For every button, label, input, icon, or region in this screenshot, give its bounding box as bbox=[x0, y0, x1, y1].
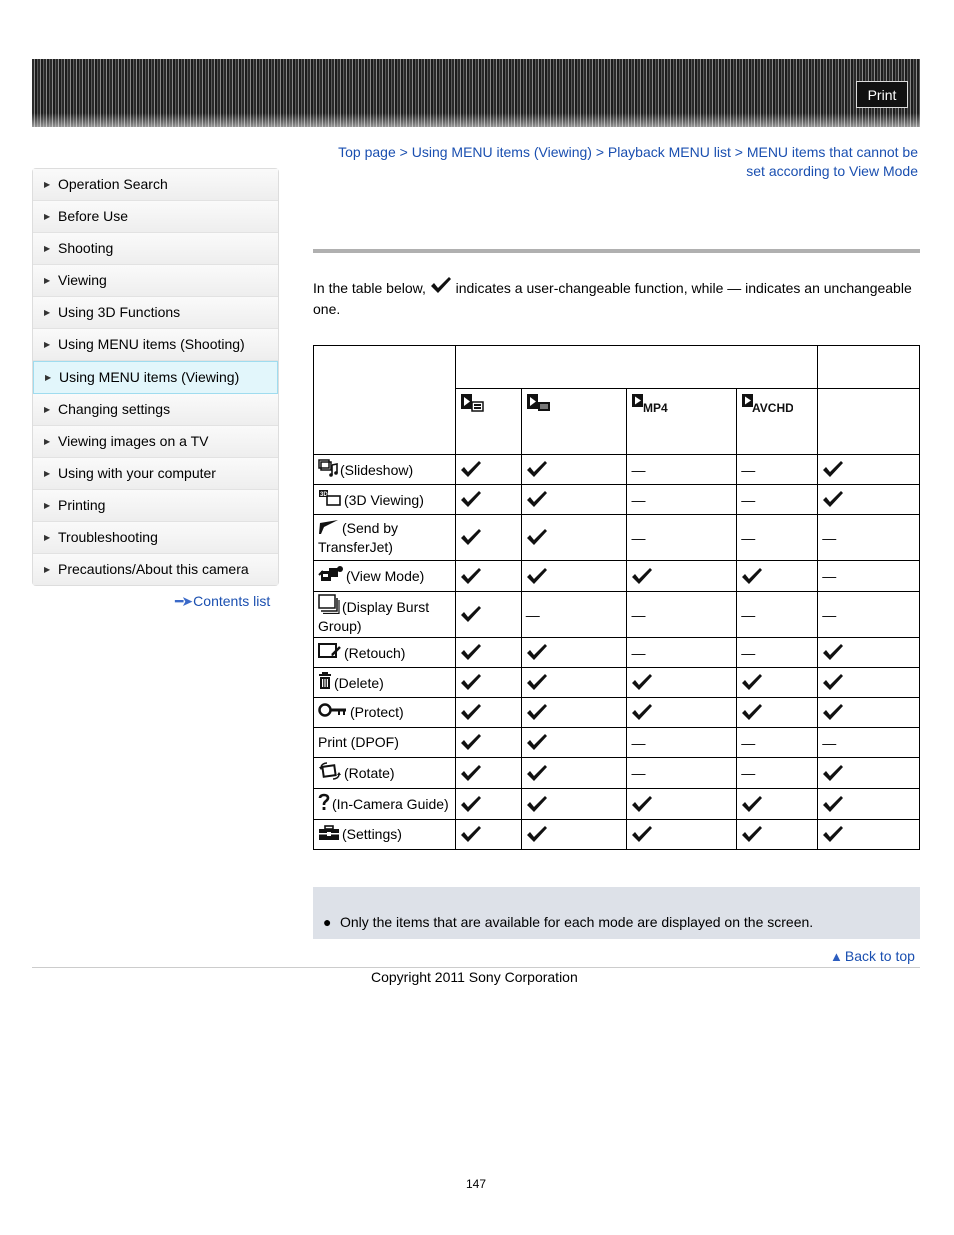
dash-mark: — bbox=[741, 529, 756, 546]
contents-list-label: Contents list bbox=[193, 593, 271, 609]
sidebar-item-label: Shooting bbox=[58, 240, 114, 256]
check-icon bbox=[631, 795, 736, 814]
dash-mark: — bbox=[741, 734, 756, 751]
table-row-label: (Retouch) bbox=[344, 644, 406, 661]
table-cell-check bbox=[521, 668, 627, 698]
breadcrumb-separator: > bbox=[591, 144, 608, 160]
table-cell-check bbox=[521, 561, 627, 592]
check-icon bbox=[741, 795, 817, 814]
sidebar-item-changing-settings[interactable] bbox=[33, 394, 278, 426]
triangle-right-icon: ▶ bbox=[44, 308, 51, 317]
table-cell-check bbox=[818, 638, 920, 668]
arrow-right-icon: ━➤ bbox=[175, 593, 192, 609]
table-cell-check bbox=[818, 820, 920, 850]
table-row-label-cell bbox=[314, 668, 456, 698]
sidebar-item-label: Using MENU items (Shooting) bbox=[58, 336, 245, 352]
triangle-right-icon: ▶ bbox=[45, 373, 52, 382]
check-icon bbox=[822, 795, 919, 814]
breadcrumb-current-page[interactable]: MENU items that cannot be set according to View Mode bbox=[746, 144, 918, 179]
check-icon bbox=[822, 673, 919, 692]
check-icon bbox=[631, 703, 736, 722]
check-icon bbox=[526, 528, 627, 547]
note-text: Only the items that are available for each mode are displayed on the screen. bbox=[340, 914, 814, 930]
view-mode-table bbox=[313, 345, 920, 850]
table-row-label-cell bbox=[314, 485, 456, 515]
table-row-label-cell bbox=[314, 561, 456, 592]
mp4-view-icon bbox=[631, 400, 671, 416]
table-cell-dash bbox=[818, 592, 920, 638]
dash-mark: — bbox=[741, 606, 756, 623]
table-row-label: Print (DPOF) bbox=[318, 734, 399, 750]
sidebar-item-label: Using MENU items (Viewing) bbox=[59, 369, 240, 385]
intro-text-part2: indicates a user-changeable function, while — indicates an unchangeable one. bbox=[313, 280, 912, 317]
table-cell-dash bbox=[627, 485, 737, 515]
table-cell-dash bbox=[521, 592, 627, 638]
table-row bbox=[314, 789, 920, 820]
svg-text:3D: 3D bbox=[320, 491, 328, 498]
note-box bbox=[313, 887, 920, 939]
table-cell-dash bbox=[737, 592, 818, 638]
table-cell-dash bbox=[818, 515, 920, 561]
table-header-mp4 bbox=[627, 389, 737, 455]
table-row-label: (3D Viewing) bbox=[344, 491, 424, 508]
check-icon bbox=[822, 764, 919, 783]
check-icon bbox=[526, 764, 627, 783]
table-row-label-cell bbox=[314, 455, 456, 485]
table-cell-check bbox=[818, 698, 920, 728]
table-cell-check bbox=[455, 789, 521, 820]
table-cell-dash bbox=[737, 485, 818, 515]
sidebar-item-viewing-on-tv[interactable] bbox=[33, 426, 278, 458]
table-row-label: (Protect) bbox=[350, 703, 404, 720]
sidebar-item-shooting[interactable] bbox=[33, 233, 278, 265]
table-cell-check bbox=[627, 561, 737, 592]
table-cell-check bbox=[818, 758, 920, 789]
table-row-label-cell bbox=[314, 789, 456, 820]
table-cell-dash bbox=[627, 728, 737, 758]
table-cell-check bbox=[818, 485, 920, 515]
table-row-label: (Settings) bbox=[342, 825, 402, 842]
dash-mark: — bbox=[741, 491, 756, 508]
question-icon bbox=[318, 793, 330, 815]
retouch-icon bbox=[318, 642, 342, 664]
table-cell-check bbox=[455, 638, 521, 668]
dash-mark: — bbox=[631, 491, 646, 508]
check-icon bbox=[526, 703, 627, 722]
check-icon bbox=[822, 825, 919, 844]
table-cell-check bbox=[455, 698, 521, 728]
sidebar-item-label: Before Use bbox=[58, 208, 129, 224]
check-icon bbox=[526, 795, 627, 814]
table-cell-dash bbox=[627, 515, 737, 561]
sidebar-nav bbox=[32, 168, 279, 586]
sidebar-item-label: Viewing images on a TV bbox=[58, 433, 209, 449]
table-row bbox=[314, 561, 920, 592]
check-icon bbox=[460, 673, 521, 692]
table-row-label-cell bbox=[314, 728, 456, 758]
check-icon bbox=[430, 276, 452, 300]
table-cell-check bbox=[627, 820, 737, 850]
check-icon bbox=[822, 643, 919, 662]
check-icon bbox=[526, 673, 627, 692]
sidebar-item-label: Troubleshooting bbox=[58, 529, 158, 545]
check-icon bbox=[460, 567, 521, 586]
table-cell-check bbox=[455, 758, 521, 789]
table-row-label-cell bbox=[314, 515, 456, 561]
table-cell-check bbox=[455, 592, 521, 638]
table-cell-check bbox=[455, 515, 521, 561]
dash-mark: — bbox=[741, 644, 756, 661]
transferjet-icon bbox=[318, 519, 340, 539]
table-cell-dash bbox=[737, 515, 818, 561]
table-header-still-date bbox=[455, 389, 521, 455]
dash-mark: — bbox=[822, 734, 837, 751]
check-icon bbox=[741, 673, 817, 692]
sidebar-item-3d-functions[interactable] bbox=[33, 297, 278, 329]
triangle-right-icon: ▶ bbox=[44, 565, 51, 574]
table-row-label: (Slideshow) bbox=[340, 461, 414, 478]
table-cell-check bbox=[455, 485, 521, 515]
breadcrumb-playback-menu[interactable]: Playback MENU list bbox=[607, 144, 731, 160]
check-icon bbox=[526, 460, 627, 479]
table-row bbox=[314, 758, 920, 789]
table-cell-check bbox=[521, 638, 627, 668]
sidebar-item-viewing[interactable] bbox=[33, 265, 278, 297]
table-cell-check bbox=[521, 485, 627, 515]
table-cell-dash bbox=[818, 728, 920, 758]
table-cell-dash bbox=[818, 561, 920, 592]
check-icon bbox=[741, 567, 817, 586]
check-icon bbox=[526, 825, 627, 844]
table-row bbox=[314, 698, 920, 728]
table-row bbox=[314, 728, 920, 758]
3d-viewing-icon bbox=[318, 489, 342, 511]
dash-mark: — bbox=[741, 765, 756, 781]
table-cell-dash bbox=[737, 455, 818, 485]
protect-key-icon bbox=[318, 703, 348, 723]
back-to-top-label: Back to top bbox=[844, 948, 915, 964]
table-cell-dash bbox=[627, 758, 737, 789]
triangle-right-icon: ▶ bbox=[44, 340, 51, 349]
check-icon bbox=[460, 643, 521, 662]
dash-mark: — bbox=[631, 644, 646, 661]
table-row-label: (Send by TransferJet) bbox=[318, 520, 399, 555]
table-row-label-cell bbox=[314, 592, 456, 638]
check-icon bbox=[822, 703, 919, 722]
table-cell-dash bbox=[627, 638, 737, 668]
table-cell-check bbox=[737, 668, 818, 698]
triangle-up-icon: ▲ bbox=[830, 949, 843, 964]
table-cell-check bbox=[521, 455, 627, 485]
page-number: 147 bbox=[466, 1177, 487, 1191]
title-rule bbox=[313, 249, 920, 253]
table-row-label-cell bbox=[314, 758, 456, 789]
sidebar-item-computer[interactable] bbox=[33, 458, 278, 490]
table-cell-check bbox=[627, 789, 737, 820]
table-row bbox=[314, 668, 920, 698]
table-row-label: (Delete) bbox=[334, 674, 384, 691]
sidebar-item-label: Printing bbox=[58, 497, 106, 513]
still-date-view-icon bbox=[460, 400, 486, 416]
check-icon bbox=[460, 605, 521, 624]
table-cell-check bbox=[818, 455, 920, 485]
table-cell-check bbox=[737, 698, 818, 728]
table-cell-check bbox=[818, 668, 920, 698]
check-icon bbox=[460, 528, 521, 547]
table-cell-check bbox=[521, 820, 627, 850]
table-row bbox=[314, 592, 920, 638]
table-cell-check bbox=[455, 455, 521, 485]
check-icon bbox=[460, 460, 521, 479]
delete-icon bbox=[318, 672, 332, 694]
triangle-right-icon: ▶ bbox=[44, 405, 51, 414]
table-cell-check bbox=[455, 668, 521, 698]
triangle-right-icon: ▶ bbox=[44, 244, 51, 253]
triangle-right-icon: ▶ bbox=[44, 276, 51, 285]
table-cell-check bbox=[455, 820, 521, 850]
triangle-right-icon: ▶ bbox=[44, 469, 51, 478]
triangle-right-icon: ▶ bbox=[44, 437, 51, 446]
breadcrumb-separator: > bbox=[730, 144, 747, 160]
check-icon bbox=[460, 703, 521, 722]
check-icon bbox=[460, 825, 521, 844]
table-row bbox=[314, 820, 920, 850]
check-icon bbox=[631, 673, 736, 692]
dash-mark: — bbox=[822, 529, 837, 546]
table-cell-check bbox=[455, 561, 521, 592]
dash-mark: — bbox=[822, 606, 837, 623]
burst-group-icon bbox=[318, 594, 340, 618]
copyright-text: Copyright 2011 Sony Corporation bbox=[371, 969, 578, 985]
check-icon bbox=[631, 567, 736, 586]
triangle-right-icon: ▶ bbox=[44, 501, 51, 510]
check-icon bbox=[526, 643, 627, 662]
dash-mark: — bbox=[631, 606, 646, 623]
check-icon bbox=[526, 733, 627, 752]
dash-mark: — bbox=[631, 734, 646, 751]
table-cell-check bbox=[627, 668, 737, 698]
table-cell-dash bbox=[627, 455, 737, 485]
table-corner-cell bbox=[314, 346, 456, 455]
check-icon bbox=[460, 490, 521, 509]
check-icon bbox=[741, 703, 817, 722]
table-row bbox=[314, 638, 920, 668]
check-icon bbox=[822, 460, 919, 479]
sidebar-item-menu-shooting[interactable] bbox=[33, 329, 278, 361]
table-cell-check bbox=[455, 728, 521, 758]
table-header-avchd bbox=[737, 389, 818, 455]
table-row-label-cell bbox=[314, 820, 456, 850]
dash-mark: — bbox=[631, 529, 646, 546]
breadcrumb-separator: > bbox=[395, 144, 412, 160]
table-row-label-cell bbox=[314, 698, 456, 728]
table-header-still-folder bbox=[521, 389, 627, 455]
breadcrumb bbox=[320, 143, 918, 181]
mp4-view-label: MP4 bbox=[643, 401, 669, 413]
check-icon bbox=[822, 490, 919, 509]
triangle-right-icon: ▶ bbox=[44, 212, 51, 221]
check-icon bbox=[460, 764, 521, 783]
table-row bbox=[314, 485, 920, 515]
sidebar-item-label: Operation Search bbox=[58, 176, 168, 192]
check-icon bbox=[460, 733, 521, 752]
sidebar-item-label: Using 3D Functions bbox=[58, 304, 181, 320]
check-icon bbox=[460, 795, 521, 814]
dash-mark: — bbox=[822, 568, 837, 584]
sidebar-item-precautions[interactable] bbox=[33, 554, 278, 585]
check-icon bbox=[631, 825, 736, 844]
view-mode-icon bbox=[318, 565, 344, 587]
table-cell-dash bbox=[737, 728, 818, 758]
check-icon bbox=[741, 825, 817, 844]
intro-text-part1: In the table below, bbox=[313, 280, 430, 296]
table-header-view-mode bbox=[455, 346, 817, 389]
sidebar-item-menu-viewing[interactable] bbox=[33, 361, 278, 394]
table-cell-check bbox=[521, 728, 627, 758]
table-cell-check bbox=[521, 698, 627, 728]
rotate-icon bbox=[318, 762, 342, 784]
intro-text bbox=[313, 276, 920, 319]
back-to-top-link[interactable] bbox=[830, 948, 915, 964]
dash-mark: — bbox=[525, 606, 540, 623]
table-cell-check bbox=[521, 758, 627, 789]
sidebar-item-printing[interactable] bbox=[33, 490, 278, 522]
triangle-right-icon: ▶ bbox=[44, 533, 51, 542]
dash-mark: — bbox=[741, 461, 756, 478]
contents-list-link[interactable] bbox=[175, 593, 270, 610]
table-row-label-cell bbox=[314, 638, 456, 668]
table-row bbox=[314, 455, 920, 485]
check-icon bbox=[526, 567, 627, 586]
table-row-label: (Rotate) bbox=[344, 765, 395, 781]
table-header-cell bbox=[818, 346, 920, 389]
page-header-banner bbox=[32, 59, 920, 127]
breadcrumb-top-page[interactable]: Top page bbox=[338, 144, 396, 160]
table-row-label: (View Mode) bbox=[346, 568, 425, 584]
table-cell-check bbox=[627, 698, 737, 728]
sidebar-item-label: Precautions/About this camera bbox=[58, 561, 249, 577]
slideshow-icon bbox=[318, 459, 338, 481]
table-cell-check bbox=[818, 789, 920, 820]
sidebar-item-label: Changing settings bbox=[58, 401, 171, 417]
sidebar-item-troubleshooting[interactable] bbox=[33, 522, 278, 554]
table-cell-dash bbox=[737, 638, 818, 668]
dash-mark: — bbox=[631, 461, 646, 478]
table-row-label: (Display Burst Group) bbox=[318, 599, 430, 634]
triangle-right-icon: ▶ bbox=[44, 180, 51, 189]
sidebar-item-operation-search[interactable] bbox=[33, 169, 278, 201]
footer-divider bbox=[32, 967, 920, 968]
table-cell-check bbox=[521, 515, 627, 561]
table-header-cell bbox=[818, 389, 920, 455]
print-button[interactable]: Print bbox=[856, 81, 908, 108]
table-cell-dash bbox=[627, 592, 737, 638]
table-row-label: (In-Camera Guide) bbox=[332, 796, 449, 812]
still-folder-view-icon bbox=[526, 400, 552, 416]
table-row bbox=[314, 515, 920, 561]
bullet-icon: ● bbox=[323, 914, 332, 930]
table-cell-check bbox=[737, 820, 818, 850]
table-cell-dash bbox=[737, 758, 818, 789]
avchd-view-label: AVCHD bbox=[752, 401, 794, 413]
toolbox-icon bbox=[318, 825, 340, 845]
table-cell-check bbox=[521, 789, 627, 820]
breadcrumb-viewing[interactable]: Using MENU items (Viewing) bbox=[411, 144, 592, 160]
sidebar-item-before-use[interactable] bbox=[33, 201, 278, 233]
sidebar-item-label: Using with your computer bbox=[58, 465, 216, 481]
table-cell-check bbox=[737, 561, 818, 592]
table-cell-check bbox=[737, 789, 818, 820]
avchd-view-icon bbox=[741, 400, 793, 416]
check-icon bbox=[526, 490, 627, 509]
sidebar-item-label: Viewing bbox=[58, 272, 107, 288]
dash-mark: — bbox=[631, 765, 646, 781]
